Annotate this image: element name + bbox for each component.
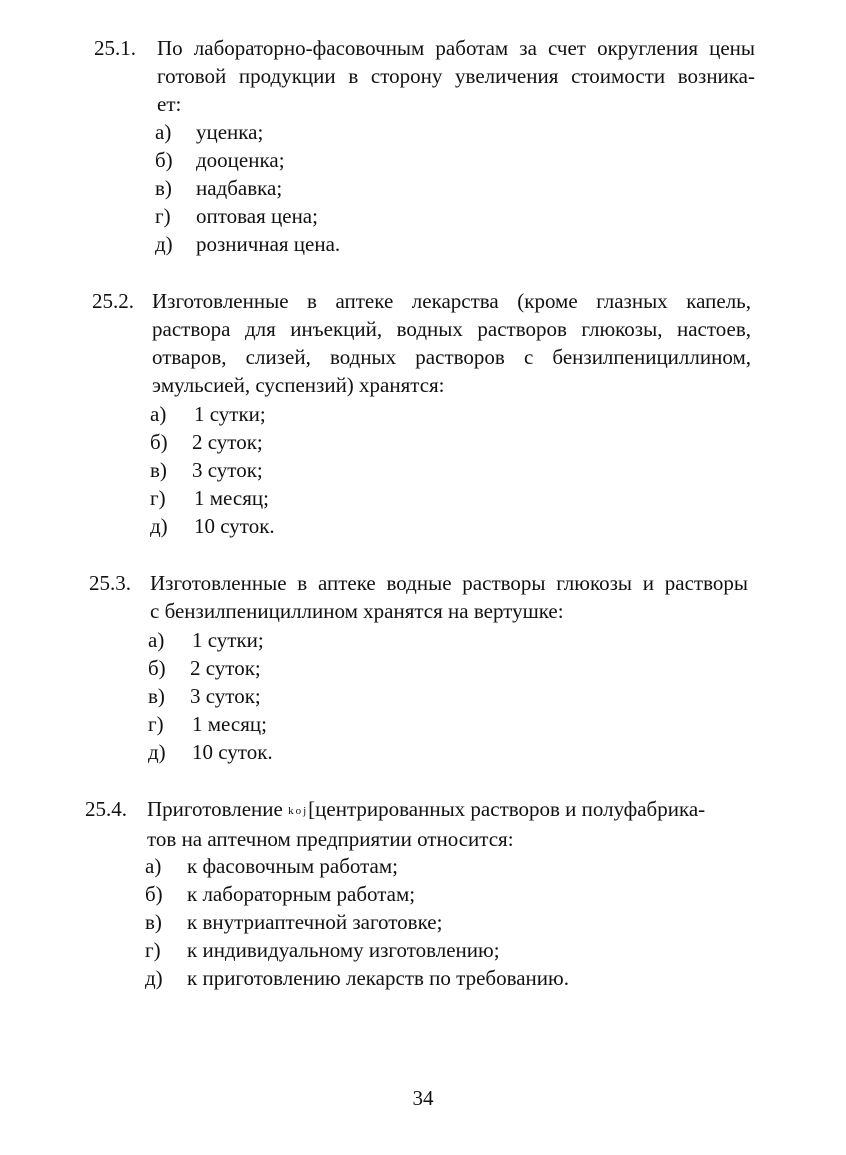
- option-text: 1 сутки;: [192, 628, 264, 652]
- answer-option: [145, 880, 745, 908]
- answer-options: [150, 400, 750, 540]
- question-line: раствора для инъекций, водных растворов глюкозы, настоев,: [152, 317, 751, 341]
- option-text: 10 суток.: [194, 514, 275, 538]
- option-text: 3 суток;: [190, 684, 261, 708]
- question-text: [147, 795, 747, 853]
- option-letter: б): [148, 656, 166, 680]
- option-text: 2 суток;: [190, 656, 261, 680]
- answer-option: [145, 964, 745, 992]
- option-letter: г): [155, 204, 171, 228]
- option-text: розничная цена.: [196, 232, 341, 256]
- answer-option: [155, 146, 755, 174]
- answer-option: [148, 738, 748, 766]
- option-text: к приготовлению лекарств по требованию.: [187, 966, 569, 990]
- option-letter: г): [145, 938, 161, 962]
- question-line-start: Приготовление: [147, 797, 289, 821]
- question-text: [157, 34, 755, 118]
- option-letter: б): [150, 430, 168, 454]
- question-line: готовой продукции в сторону увеличения стоимости возника-: [157, 64, 755, 88]
- answer-option: [155, 202, 755, 230]
- page-number: 34: [412, 1086, 434, 1110]
- answer-option: [148, 626, 748, 654]
- question-line: эмульсией, суспензий) хранятся:: [152, 373, 445, 397]
- answer-option: [145, 908, 745, 936]
- garbled-text: koj: [288, 805, 309, 817]
- answer-option: [150, 456, 750, 484]
- question-text: [150, 569, 748, 625]
- question-number: 25.3.: [89, 571, 131, 595]
- answer-option: [150, 428, 750, 456]
- option-text: 1 сутки;: [194, 402, 266, 426]
- question-line: ет:: [157, 92, 182, 116]
- option-letter: д): [155, 232, 173, 256]
- option-letter: г): [148, 712, 164, 736]
- answer-options: [145, 852, 745, 992]
- option-letter: в): [148, 684, 165, 708]
- question-text: [152, 287, 751, 399]
- question-line: Изготовленные в аптеке водные растворы глюкозы и растворы: [150, 571, 748, 595]
- option-text: к внутриаптечной заготовке;: [187, 910, 443, 934]
- answer-option: [145, 852, 745, 880]
- option-text: 1 месяц;: [192, 712, 267, 736]
- answer-option: [155, 118, 755, 146]
- option-text: 3 суток;: [192, 458, 263, 482]
- option-letter: г): [150, 486, 166, 510]
- answer-option: [145, 936, 745, 964]
- option-letter: в): [155, 176, 172, 200]
- option-letter: д): [145, 966, 163, 990]
- option-letter: в): [145, 910, 162, 934]
- question-number: 25.4.: [85, 797, 127, 821]
- option-letter: в): [150, 458, 167, 482]
- option-letter: а): [148, 628, 165, 652]
- option-text: надбавка;: [196, 176, 283, 200]
- answer-options: [155, 118, 755, 258]
- option-letter: а): [150, 402, 167, 426]
- option-letter: а): [155, 120, 172, 144]
- option-text: к лабораторным работам;: [187, 882, 416, 906]
- answer-option: [148, 682, 748, 710]
- option-letter: а): [145, 854, 162, 878]
- question-line: тов на аптечном предприятии относится:: [147, 827, 514, 851]
- answer-option: [150, 484, 750, 512]
- question-line: с бензилпенициллином хранятся на вертушке:: [150, 599, 564, 623]
- question-line-rest: [центрированных растворов и полуфабрика-: [308, 797, 706, 821]
- answer-options: [148, 626, 748, 766]
- question-line: [147, 795, 747, 825]
- option-text: оптовая цена;: [196, 204, 318, 228]
- option-letter: б): [145, 882, 163, 906]
- option-text: дооценка;: [196, 148, 285, 172]
- option-letter: б): [155, 148, 173, 172]
- question-number: 25.2.: [92, 289, 134, 313]
- option-text: 10 суток.: [192, 740, 273, 764]
- answer-option: [148, 654, 748, 682]
- option-letter: д): [148, 740, 166, 764]
- question-line: отваров, слизей, водных растворов с бензилпенициллином,: [152, 345, 751, 369]
- option-text: к фасовочным работам;: [187, 854, 398, 878]
- question-number: 25.1.: [94, 36, 136, 60]
- answer-option: [148, 710, 748, 738]
- option-text: уценка;: [196, 120, 264, 144]
- question-line: По лабораторно-фасовочным работам за счет округления цены: [157, 36, 755, 60]
- option-letter: д): [150, 514, 168, 538]
- answer-option: [155, 230, 755, 258]
- option-text: к индивидуальному изготовлению;: [187, 938, 500, 962]
- option-text: 1 месяц;: [194, 486, 269, 510]
- answer-option: [155, 174, 755, 202]
- question-line: Изготовленные в аптеке лекарства (кроме глазных капель,: [152, 289, 751, 313]
- answer-option: [150, 512, 750, 540]
- option-text: 2 суток;: [192, 430, 263, 454]
- answer-option: [150, 400, 750, 428]
